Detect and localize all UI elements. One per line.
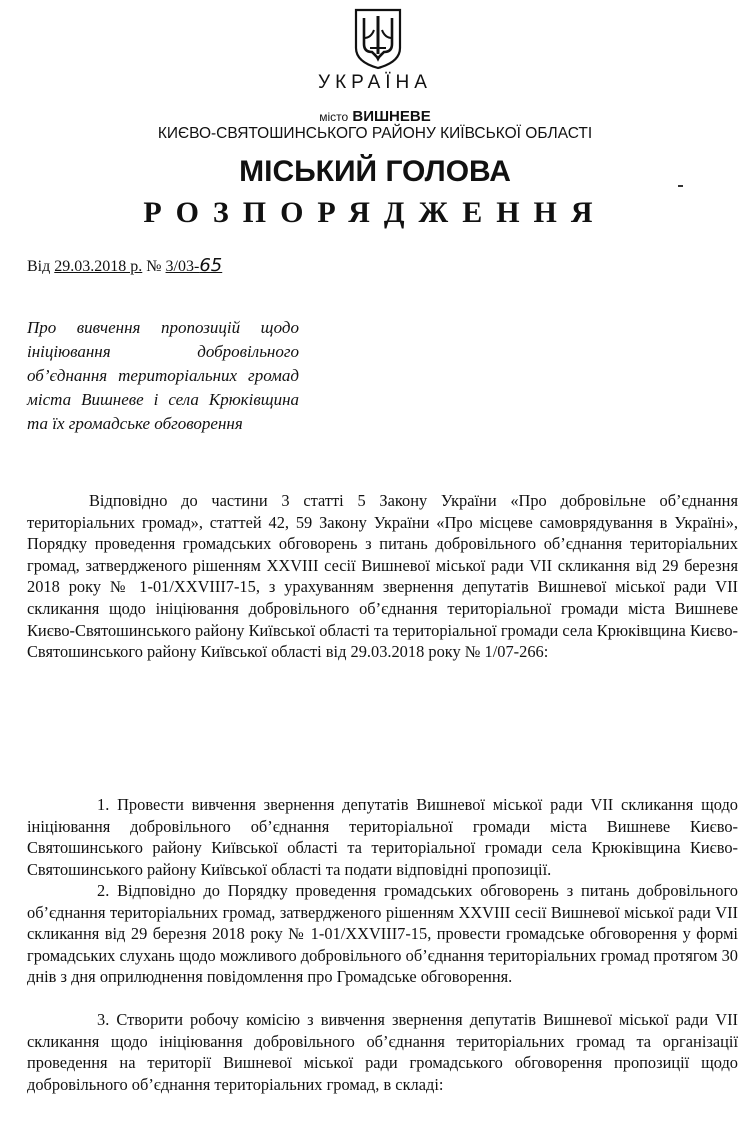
- country-name: УКРАЇНА: [318, 72, 432, 93]
- handwritten-number: 65: [199, 255, 223, 276]
- district-line: КИЄВО-СВЯТОШИНСЬКОГО РАЙОНУ КИЇВСЬКОЇ ОБЛАСТІ: [157, 125, 593, 142]
- item-1-paragraph: 1. Провести вивчення звернення депутатів Вишневої міської ради VII скликання щодо ініціювання добровільного об’єднання територіальної громади міста Вишневе Києво-Святошинського району Київської області та територіальної громади села Крюківщина Києво-Святошинського району Київської області та подати відповідні пропозиції.: [27, 795, 738, 879]
- city-prefix: місто: [319, 110, 349, 124]
- city-line: [0, 108, 750, 125]
- document-date: 29.03.2018 р.: [54, 258, 143, 275]
- preamble-paragraph: Відповідно до частини 3 статті 5 Закону України «Про добровільне об’єднання територіальних громад», статтей 42, 59 Закону України «Про місцеве самоврядування в Україні», Порядку проведення громадських обговорень з питань добровільного об’єднання територіальних громад, затвердженого рішенням XXVIII сесії Вишневої міської ради VII скликання від 29 березня 2018 року № 1-01/XXVIII7-15, з урахуванням звернення депутатів Вишневої міської ради VII скликання щодо ініціювання добровільного об’єднання територіальної громади міста Вишневе Києво-Святошинського району Київської області та територіальної громади села Крюківщина Києво-Святошинського району Київської області від 29.03.2018 року № 1/07-266:: [27, 491, 738, 662]
- item-3-paragraph: 3. Створити робочу комісію з вивчення звернення депутатів Вишневої міської ради VII скликання щодо ініціювання добровільного об’єднання територіальних громад та організації проведення на території Вишневої міської ради громадського обговорення пропозиції щодо добровільного об’єднання територіальних громад, в складі:: [27, 1010, 738, 1094]
- scan-mark: [678, 185, 683, 187]
- document-subject: Про вивчення пропозицій щодо ініціювання добровільного об’єднання територіальних громад міста Вишневе і села Крюківщина та їх громадське обговорення: [27, 318, 299, 433]
- date-number-line: [27, 255, 222, 276]
- trident-emblem-icon: [353, 8, 403, 70]
- city-name: ВИШНЕВЕ: [352, 108, 431, 125]
- from-label: Від: [27, 258, 51, 275]
- document-type: РОЗПОРЯДЖЕННЯ: [143, 196, 607, 229]
- number-label: №: [146, 258, 162, 275]
- item-2-paragraph: 2. Відповідно до Порядку проведення громадських обговорень з питань добровільного об’єднання територіальних громад, затвердженого рішенням XXVIII сесії Вишневої міської ради VII скликання від 29 березня 2018 року № 1-01/XXVIII7-15, провести громадське обговорення у формі громадських слухань щодо можливого добровільного об’єднання територіальних громад протягом 30 днів з дня оприлюднення повідомлення про Громадське обговорення.: [27, 881, 738, 987]
- number-prefix: 3/03-: [165, 258, 200, 275]
- authority-title: МІСЬКИЙ ГОЛОВА: [239, 155, 511, 188]
